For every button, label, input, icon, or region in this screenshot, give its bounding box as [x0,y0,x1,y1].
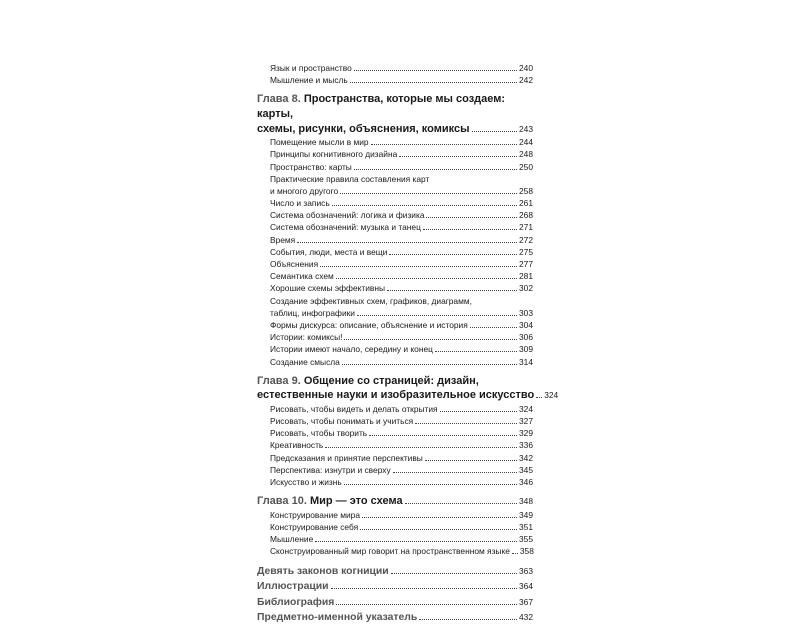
toc-page-number: 275 [519,246,533,257]
toc-backmatter-entry[interactable] [257,610,533,626]
toc-entry-label: Объяснения [270,259,319,270]
chapter-8-prefix: Глава 8. [257,93,301,106]
toc-page-number: 345 [519,464,533,475]
toc-page-number: 314 [519,356,533,367]
chapter-8-title: Пространства, которые мы создаем: карты, [257,93,506,120]
toc-entry[interactable] [257,509,533,521]
chapter-8-title-cont: схемы, рисунки, объяснения, комиксы [257,122,470,135]
toc-entry-label: Рисовать, чтобы творить [270,428,368,439]
toc-entry-label: Иллюстрации [257,581,329,593]
dot-leader [415,422,517,424]
dot-leader [342,363,517,365]
dot-leader [369,434,517,436]
toc-page-number: 302 [519,283,533,294]
toc-entry[interactable] [257,545,533,557]
toc-entry-label: Пространство: карты [270,161,352,172]
toc-entry[interactable] [257,319,533,331]
toc-page-number: 327 [519,416,533,427]
toc-page-number: 272 [519,234,533,245]
dot-leader [344,338,517,340]
chapter-8-heading[interactable] [257,92,533,136]
toc-entry[interactable] [257,476,533,488]
chapter-8-title-line-1 [257,92,533,121]
toc-page-number: 242 [519,75,533,86]
chapter-9-title: Общение со страницей: дизайн, [303,374,479,387]
dot-leader [472,130,518,132]
toc-entry[interactable] [257,427,533,439]
dot-leader [315,540,517,542]
toc-entry[interactable] [257,246,533,258]
toc-page-number: 240 [519,63,533,73]
dot-leader [360,528,517,530]
toc-page-number: 248 [519,149,533,160]
toc-entry[interactable] [257,343,533,355]
toc-entry-label: Предсказания и принятие перспективы [270,452,423,463]
toc-page-number: 342 [519,452,533,463]
toc-entry[interactable] [257,403,533,415]
toc-entry-label: Рисовать, чтобы понимать и учиться [270,416,414,427]
toc-backmatter-entry[interactable] [257,579,533,595]
toc-entry[interactable] [257,161,533,173]
toc-page-number: 268 [519,210,533,221]
dot-leader [354,69,517,71]
table-of-contents [257,62,559,626]
toc-entry-label: Мышление [270,534,314,545]
toc-entry-label: таблиц, инфографики [270,307,355,318]
toc-page-number: 324 [544,390,559,401]
toc-entry[interactable] [257,136,533,148]
dot-leader [331,587,517,589]
dot-leader [340,192,517,194]
toc-page-number: 271 [519,222,533,233]
dot-leader [325,446,517,448]
toc-entry[interactable] [257,464,533,476]
toc-entry[interactable] [257,331,533,343]
toc-entry[interactable] [257,307,533,319]
toc-page-number: 324 [519,403,533,414]
toc-entry-label: Семантика схем [270,271,334,282]
toc-entry-label: Истории имеют начало, середину и конец [270,344,433,355]
dot-leader [425,459,517,461]
toc-entry[interactable] [257,74,533,86]
toc-entry-label: Время [270,234,296,245]
dot-leader [393,471,517,473]
toc-page-number: 243 [519,123,533,134]
toc-entry[interactable] [257,62,533,74]
chapter-9-prefix: Глава 9. [257,374,301,387]
dot-leader [470,326,517,328]
dot-leader [435,350,517,352]
dot-leader [357,314,517,316]
toc-page-number: 351 [519,522,533,532]
dot-leader [399,155,517,157]
toc-entry[interactable] [257,197,533,209]
chapter-10-heading[interactable] [257,494,533,509]
toc-page-number: 358 [519,546,534,557]
dot-leader [297,241,517,243]
toc-page-number: 306 [519,332,533,343]
dot-leader [405,502,517,504]
toc-entry[interactable] [257,282,533,294]
toc-entry-label: Хорошие схемы эффективны [270,283,385,294]
toc-entry-label: Библиография [257,596,335,608]
toc-entry-label: Искусство и жизнь [270,477,342,488]
toc-entry[interactable] [257,270,533,282]
chapter-10-title: Мир — это схема [309,495,403,508]
toc-page-number: 355 [519,534,533,545]
dot-leader [391,572,517,574]
toc-entry-label: Конструирование себя [270,522,359,532]
chapter-9-title-line-1 [257,374,533,389]
toc-entry[interactable] [257,234,533,246]
toc-entry[interactable] [257,521,533,533]
toc-entry-multiline-first[interactable]: Практические правила составления карт [270,173,430,184]
toc-entry[interactable] [257,258,533,270]
toc-entry[interactable] [257,356,533,368]
toc-entry[interactable] [257,221,533,233]
dot-leader [362,516,517,518]
dot-leader [344,483,517,485]
toc-entry-label: Формы дискурса: описание, объяснение и история [270,319,468,330]
toc-page-number: 348 [519,496,533,507]
chapter-9-heading[interactable] [257,374,559,403]
toc-backmatter-entry[interactable] [257,595,533,611]
toc-page-number: 261 [519,198,533,209]
toc-entry-label: События, люди, места и вещи [270,246,388,257]
toc-page-number: 346 [519,477,533,488]
toc-page-number: 303 [519,307,533,318]
dot-leader [423,228,517,230]
toc-page-number: 258 [519,185,533,196]
dot-leader [512,552,518,554]
toc-entry[interactable] [257,209,533,221]
dot-leader [371,143,517,145]
toc-entry-label: Истории: комиксы! [270,332,343,343]
toc-page-number: 367 [519,596,533,607]
toc-entry-label: Предметно-именной указатель [257,612,418,624]
dot-leader [536,396,542,398]
toc-page-number: 363 [519,565,533,576]
toc-entry-label: Сконструированный мир говорит на пространственном языке [270,546,510,557]
chapter-10-prefix: Глава 10. [257,495,307,508]
dot-leader [387,289,517,291]
chapter-9-title-cont: естественные науки и изобразительное искусство [257,389,535,402]
toc-entry-label: Помещение мысли в мир [270,137,369,148]
dot-leader [440,410,517,412]
toc-entry[interactable] [257,415,533,427]
toc-entry[interactable] [257,185,533,197]
toc-page-number: 277 [519,259,533,270]
dot-leader [426,216,517,218]
chapter-10-title-wrap [257,494,403,509]
dot-leader [389,253,517,255]
toc-entry-label: Девять законов когниции [257,565,389,577]
dot-leader [332,204,517,206]
toc-page-number: 349 [519,509,533,520]
toc-page-number: 250 [519,161,533,172]
toc-entry-label: Конструирование мира [270,509,360,520]
toc-page-number: 281 [519,271,533,282]
dot-leader [350,81,517,83]
toc-page-number: 336 [519,440,533,451]
toc-entry-label: Создание смысла [270,356,340,367]
toc-page-number: 432 [519,612,533,623]
toc-entry[interactable] [257,148,533,160]
toc-entry-label: Перспектива: изнутри и сверху [270,464,391,475]
chapter-8-title-line-2 [257,122,533,137]
toc-entry-multiline-first[interactable]: Создание эффективных схем, графиков, диаграмм, [270,295,472,306]
toc-entry[interactable] [257,533,533,545]
toc-entry-label: Рисовать, чтобы видеть и делать открытия [270,403,438,414]
toc-entry-label: Язык и пространство [270,63,352,73]
toc-page-number: 329 [519,428,533,439]
toc-entry[interactable] [257,439,533,451]
toc-entry-label: Креативность [270,440,324,451]
toc-entry[interactable] [257,452,533,464]
toc-entry-label: Мышление и мысль [270,75,348,86]
toc-entry-label: Число и запись [270,198,330,209]
toc-entry-label: Система обозначений: музыка и танец [270,222,421,233]
dot-leader [336,603,517,605]
dot-leader [354,168,517,170]
toc-entry-label: и многого другого [270,185,339,196]
toc-page-number: 244 [519,137,533,148]
dot-leader [419,618,517,620]
toc-backmatter-entry[interactable] [257,564,533,580]
toc-page-number: 309 [519,344,533,355]
toc-entry-label: Система обозначений: логика и физика [270,210,425,221]
dot-leader [336,277,517,279]
toc-entry-label: Принципы когнитивного дизайна [270,149,398,160]
chapter-9-title-line-2 [257,388,559,403]
dot-leader [320,265,517,267]
toc-page-number: 364 [519,581,533,592]
chapter-10-title-line [257,494,533,509]
toc-page-number: 304 [519,319,533,330]
